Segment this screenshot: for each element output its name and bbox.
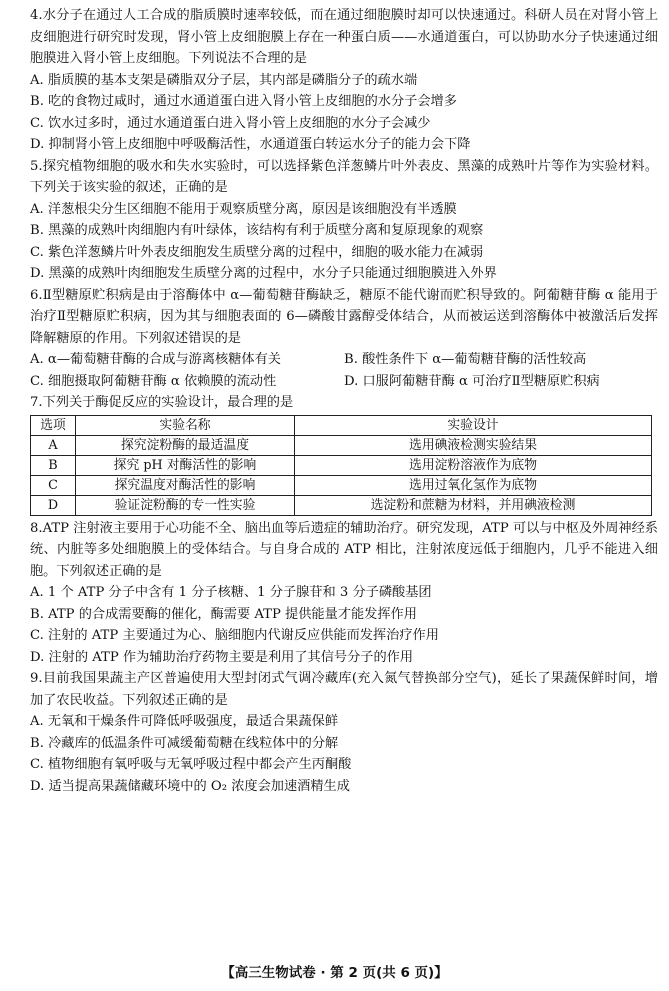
question-5 [30,156,658,285]
option-d[interactable]: D. 抑制肾小管上皮细胞中呼吸酶活性，水通道蛋白转运水分子的能力会下降 [30,137,471,152]
question-stem: 9.目前我国果蔬主产区普遍使用大型封闭式气调冷藏库(充入氮气替换部分空气)，延长了果蔬保鲜时间，增加了农民收益。下列叙述正确的是 [30,671,658,708]
table-cell: 选用淀粉溶液作为底物 [295,455,652,475]
option-d[interactable]: D. 黑藻的成熟叶肉细胞发生质壁分离的过程中，水分子只能通过细胞膜进入外界 [30,266,497,281]
question-4 [30,5,658,156]
option-d[interactable]: D. 注射的 ATP 作为辅助治疗药物主要是利用了其信号分子的作用 [30,649,414,665]
option-b[interactable]: B. 冷藏库的低温条件可减缓葡萄糖在线粒体中的分解 [30,735,339,751]
question-stem: 7.下列关于酶促反应的实验设计，最合理的是 [30,395,294,410]
option-c[interactable]: C. 细胞摄取阿葡糖苷酶 α 依赖膜的流动性 [30,373,277,389]
table-cell: 选用过氧化氢作为底物 [295,475,652,495]
option-b[interactable]: B. ATP 的合成需要酶的催化，酶需要 ATP 提供能量才能发挥作用 [30,606,417,622]
header-experiment-name: 实验名称 [76,415,295,435]
question-stem: 6.Ⅱ型糖原贮积病是由于溶酶体中 α—葡萄糖苷酶缺乏，糖原不能代谢而贮积导致的。阿葡糖苷酶 α 能用于治疗Ⅱ型糖原贮积病，因为其与细胞表面的 6—磷酸甘露醇受体结合，从而被运送到溶酶体中被激活后发挥降解糖原的作用。下列叙述错误的是 [30,287,658,346]
table-row[interactable] [31,455,652,475]
table-cell: 探究 pH 对酶活性的影响 [76,455,295,475]
option-b[interactable]: B. 黑藻的成熟叶肉细胞内有叶绿体，该结构有利于质壁分离和复原现象的观察 [30,223,484,238]
question-9 [30,668,658,797]
question-8 [30,518,658,669]
table-cell: C [31,475,76,495]
experiment-table [30,415,652,516]
exam-page [30,5,658,797]
table-cell: B [31,455,76,475]
table-row[interactable] [31,495,652,515]
question-stem: 4.水分子在通过人工合成的脂质膜时速率较低，而在通过细胞膜时却可以快速通过。科研人员在对肾小管上皮细胞进行研究时发现，肾小管上皮细胞膜上存在一种蛋白质——水通道蛋白，可以协助水分子快速通过细胞膜进入肾小管上皮细胞。下列说法不合理的是 [30,8,658,66]
option-a[interactable]: A. α—葡萄糖苷酶的合成与游离核糖体有关 [30,352,281,367]
question-stem: 8.ATP 注射液主要用于心功能不全、脑出血等后遗症的辅助治疗。研究发现，ATP 可以与中枢及外周神经系统、内脏等多处细胞膜上的受体结合。与自身合成的 ATP 相比，注射浓度远低于细胞内，几乎不能进入细胞。下列叙述正确的是 [30,520,658,579]
option-c[interactable]: C. 紫色洋葱鳞片叶外表皮细胞发生质壁分离的过程中，细胞的吸水能力在减弱 [30,244,484,260]
option-c[interactable]: C. 饮水过多时，通过水通道蛋白进入肾小管上皮细胞的水分子会减少 [30,115,431,131]
option-row [30,349,658,371]
table-cell: D [31,495,76,515]
option-a[interactable]: A. 脂质膜的基本支架是磷脂双分子层，其内部是磷脂分子的疏水端 [30,72,418,88]
table-row[interactable] [31,475,652,495]
question-7 [30,392,658,516]
option-b[interactable]: B. 酸性条件下 α—葡萄糖苷酶的活性较高 [344,352,587,367]
option-d[interactable]: D. 适当提高果蔬储藏环境中的 O₂ 浓度会加速酒精生成 [30,778,350,794]
table-cell: 探究温度对酶活性的影响 [76,475,295,495]
option-row [30,371,658,393]
table-cell: 选淀粉和蔗糖为材料，并用碘液检测 [295,495,652,515]
option-b[interactable]: B. 吃的食物过咸时，通过水通道蛋白进入肾小管上皮细胞的水分子会增多 [30,94,457,109]
page-footer: 【高三生物试卷 · 第 2 页(共 6 页)】 [221,965,448,981]
header-experiment-design: 实验设计 [295,415,652,435]
table-row[interactable] [31,435,652,455]
header-option: 选项 [31,415,76,435]
table-cell: 验证淀粉酶的专一性实验 [76,495,295,515]
table-header-row [31,415,652,435]
table-cell: 探究淀粉酶的最适温度 [76,435,295,455]
option-a[interactable]: A. 洋葱根尖分生区细胞不能用于观察质壁分离，原因是该细胞没有半透膜 [30,201,457,217]
option-c[interactable]: C. 植物细胞有氧呼吸与无氧呼吸过程中都会产生丙酮酸 [30,757,352,772]
option-a[interactable]: A. 1 个 ATP 分子中含有 1 分子核糖、1 分子腺苷和 3 分子磷酸基团 [30,585,432,600]
option-c[interactable]: C. 注射的 ATP 主要通过为心、脑细胞内代谢反应供能而发挥治疗作用 [30,628,439,643]
option-a[interactable]: A. 无氧和干燥条件可降低呼吸强度，最适合果蔬保鲜 [30,714,339,729]
table-cell: 选用碘液检测实验结果 [295,435,652,455]
option-d[interactable]: D. 口服阿葡糖苷酶 α 可治疗Ⅱ型糖原贮积病 [344,373,600,389]
question-stem: 5.探究植物细胞的吸水和失水实验时，可以选择紫色洋葱鳞片叶外表皮、黑藻的成熟叶片等作为实验材料。下列关于该实验的叙述，正确的是 [30,158,658,195]
question-6 [30,285,658,393]
table-cell: A [31,435,76,455]
